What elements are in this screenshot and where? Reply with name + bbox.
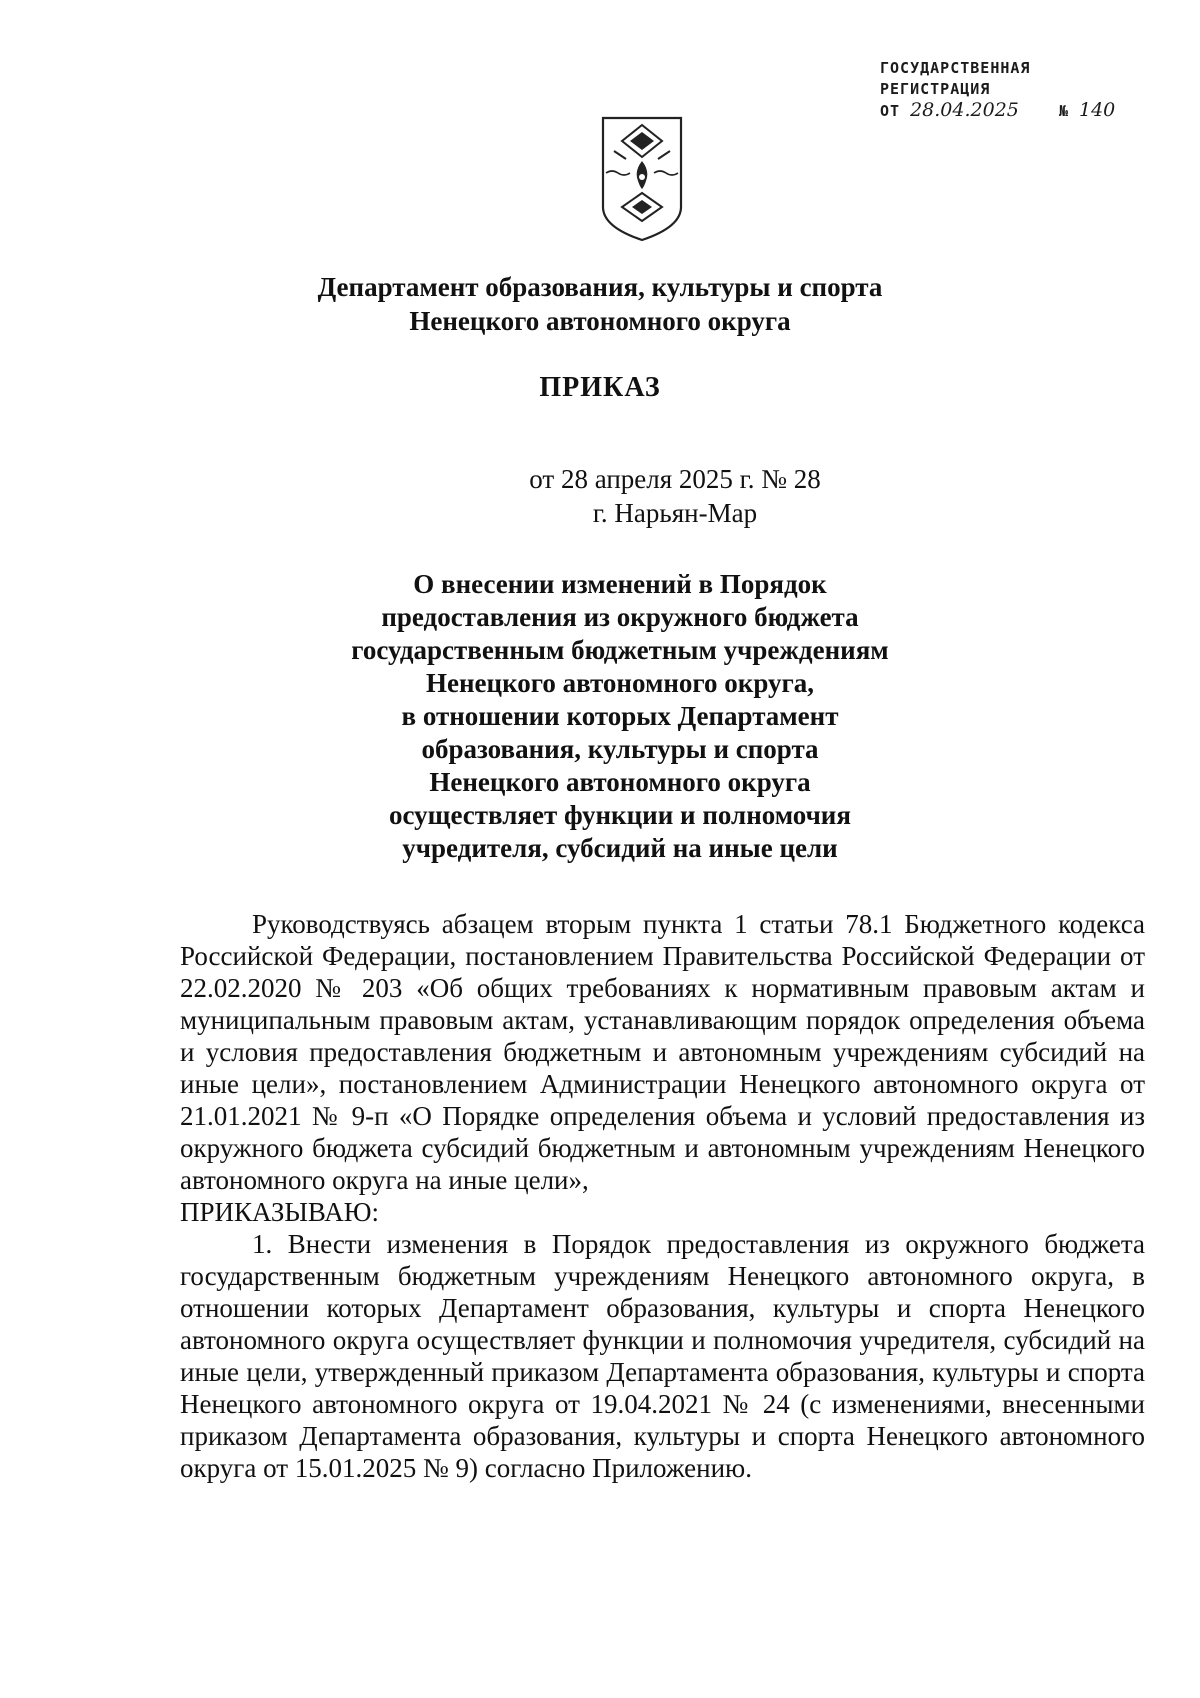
preamble-paragraph — [180, 908, 1145, 1228]
coat-of-arms-icon — [600, 115, 684, 243]
subject-line: Ненецкого автономного округа — [429, 767, 811, 797]
order-body — [180, 908, 1145, 1484]
subject-line: учредителя, субсидий на иные цели — [402, 833, 838, 863]
stamp-date: 28.04.2025 — [910, 99, 1019, 121]
department-line-2: Ненецкого автономного округа — [409, 306, 791, 336]
order-subject — [0, 568, 1200, 865]
subject-line: образования, культуры и спорта — [421, 734, 819, 764]
subject-line: Ненецкого автономного округа, — [426, 668, 814, 698]
order-meta — [0, 462, 1200, 530]
stamp-number: 140 — [1078, 99, 1116, 121]
stamp-line-3 — [880, 100, 1140, 122]
stamp-line-2: РЕГИСТРАЦИЯ — [880, 80, 991, 98]
department-heading — [0, 270, 1200, 338]
item-1-paragraph: 1. Внести изменения в Порядок предоставления из окружного бюджета государственным бюджетным учреждениям Ненецкого автономного округа, в отношении которых Департамент образования, культуры и спорта Ненецкого автономного округа осуществляет функции и полномочия учредителя, субсидий на иные цели, утвержденный приказом Департамента образования, культуры и спорта Ненецкого автономного округа от 19.04.2021 № 24 (с изменениями, внесенными приказом Департамента образования, культуры и спорта Ненецкого автономного округа от 15.01.2025 № 9) согласно Приложению. — [180, 1229, 1145, 1483]
stamp-number-label: № — [1058, 102, 1069, 120]
department-line-1: Департамент образования, культуры и спорта — [317, 272, 883, 302]
registration-stamp — [880, 58, 1140, 122]
stamp-line-1: ГОСУДАРСТВЕННАЯ — [880, 59, 1031, 77]
order-date: от 28 апреля 2025 г. № 28 — [529, 464, 821, 494]
order-directive: ПРИКАЗЫВАЮ: — [180, 1197, 379, 1227]
subject-line: предоставления из окружного бюджета — [381, 602, 859, 632]
order-city: г. Нарьян-Мар — [592, 498, 758, 528]
subject-line: О внесении изменений в Порядок — [413, 569, 827, 599]
order-title: ПРИКАЗ — [539, 372, 661, 403]
subject-line: в отношении которых Департамент — [401, 701, 839, 731]
preamble-text: Руководствуясь абзацем вторым пункта 1 статьи 78.1 Бюджетного кодекса Российской Федерации, постановлением Правительства Российской Федерации от 22.02.2020 № 203 «Об общих требованиях к нормативным правовым актам и муниципальным правовым актам, устанавливающим порядок определения объема и условия предоставления бюджетным и автономным учреждениям субсидий на иные цели», постановлением Администрации Ненецкого автономного округа от 21.01.2021 № 9-п «О Порядке определения объема и условий предоставления из окружного бюджета субсидий бюджетным и автономным учреждениям Ненецкого автономного округа на иные цели», — [180, 909, 1145, 1195]
subject-line: осуществляет функции и полномочия — [389, 800, 851, 830]
stamp-from-label: ОТ — [880, 102, 901, 120]
subject-line: государственным бюджетным учреждениям — [351, 635, 889, 665]
